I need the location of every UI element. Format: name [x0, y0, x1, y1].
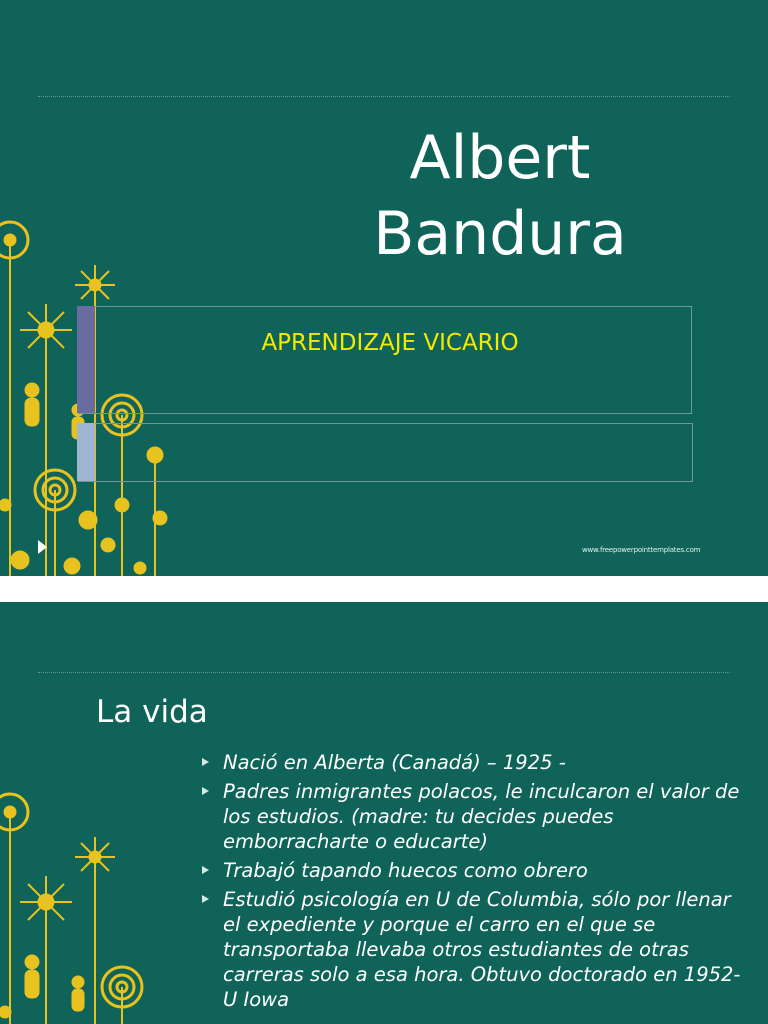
bullet-arrow-icon [202, 787, 209, 795]
list-item [200, 750, 750, 775]
subtitle-box [78, 306, 692, 414]
slide-subtitle: APRENDIZAJE VICARIO [261, 330, 519, 356]
slide-title [330, 120, 670, 272]
title-line-1: Albert [409, 123, 591, 193]
bullet-arrow-icon [202, 758, 209, 766]
content-slide [0, 602, 768, 1024]
dotted-divider [38, 96, 730, 97]
title-line-2: Bandura [373, 199, 627, 269]
flower-decoration [0, 772, 180, 1024]
slide-heading: La vida [96, 694, 208, 730]
accent-bar-bottom [77, 423, 95, 481]
play-arrow-icon[interactable] [38, 540, 47, 554]
dotted-divider [38, 672, 730, 673]
empty-text-box [78, 423, 693, 482]
list-item [200, 858, 750, 883]
list-item [200, 887, 750, 1012]
bullet-arrow-icon [202, 895, 209, 903]
bullet-text: Trabajó tapando huecos como obrero [223, 859, 588, 882]
bullet-text: Nació en Alberta (Canadá) – 1925 - [223, 751, 566, 774]
list-item [200, 779, 750, 854]
template-watermark: www.freepowerpointtemplates.com [582, 546, 701, 554]
bullet-text: Estudió psicología en U de Columbia, sólo por llenar el expediente y porque el carro en el que se transportaba llevaba otros estudiantes de otras carreras solo a esa hora. Obtuvo doctorado en 1952- U Iowa [223, 888, 741, 1011]
bullet-arrow-icon [202, 866, 209, 874]
bullet-text: Padres inmigrantes polacos, le inculcaron el valor de los estudios. (madre: tu decides puedes emborracharte o educarte) [223, 780, 740, 853]
bullet-list [200, 750, 750, 1016]
accent-bar-top [77, 306, 95, 413]
